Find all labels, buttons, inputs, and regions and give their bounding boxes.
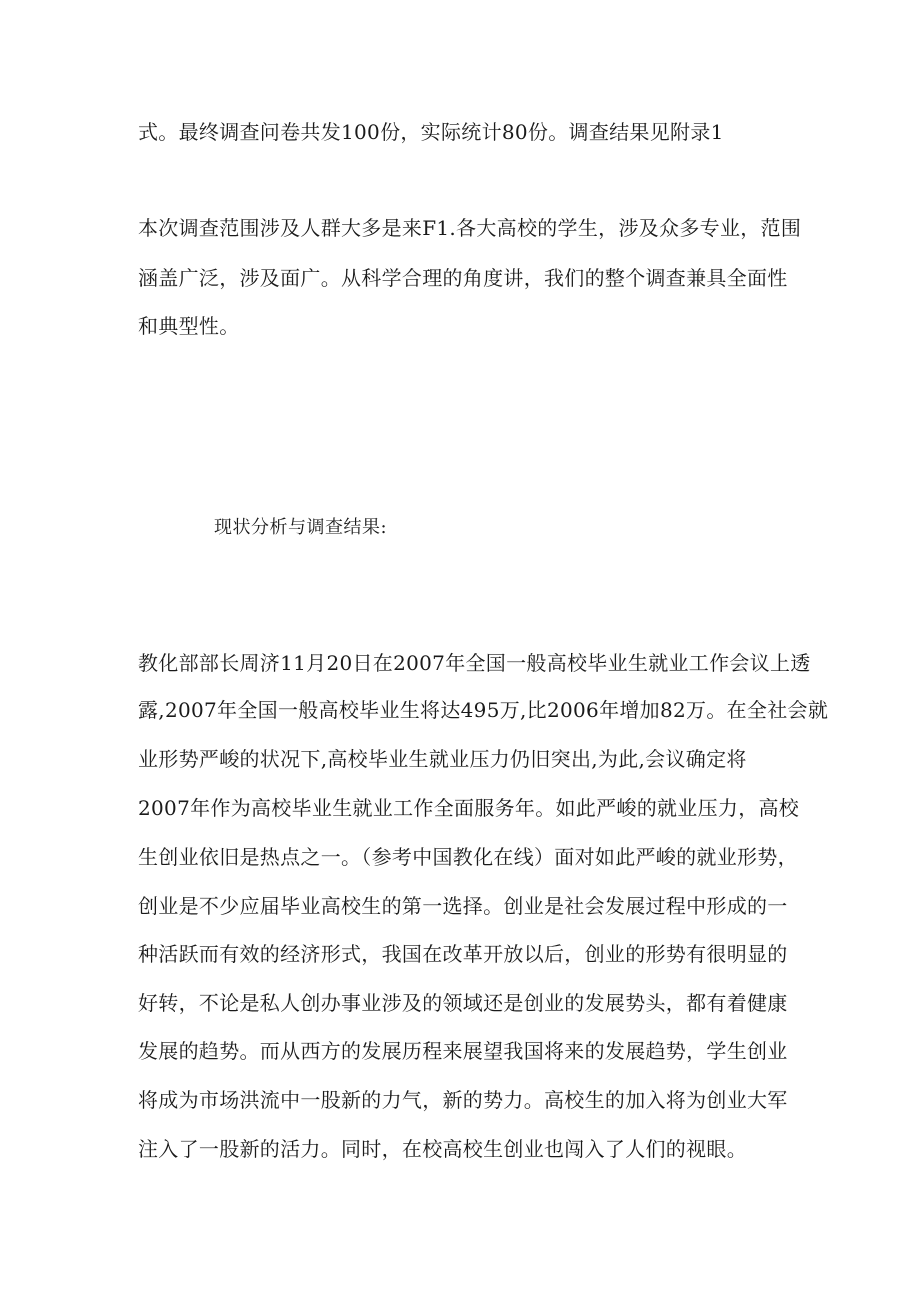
body-line-2: 露,2007年全国一般高校毕业生将达495万,比2006年增加82万。在全社会就 xyxy=(138,698,829,722)
body-line-8: 好转，不论是私人创办事业涉及的领域还是创业的发展势头，都有着健康 xyxy=(138,991,788,1015)
body-line-9: 发展的趋势。而从西方的发展历程来展望我国将来的发展趋势，学生创业 xyxy=(138,1039,788,1063)
body-line-5: 生创业依旧是热点之一。（参考中国教化在线）面对如此严峻的就业形势， xyxy=(138,845,798,869)
body-line-6: 创业是不少应届毕业高校生的第一选择。创业是社会发展过程中形成的一 xyxy=(138,894,788,918)
intro-line-1: 式。最终调查问卷共发100份，实际统计80份。调查结果见附录1 xyxy=(138,120,724,144)
body-line-10: 将成为市场洪流中一股新的力气，新的势力。高校生的加入将为创业大军 xyxy=(138,1088,788,1112)
body-line-1: 教化部部长周济11月20日在2007年全国一般高校毕业生就业工作会议上透 xyxy=(138,651,811,675)
body-line-7: 种活跃而有效的经济形式，我国在改革开放以后，创业的形势有很明显的 xyxy=(138,942,788,966)
scope-line-1: 本次调查范围涉及人群大多是来F1.各大高校的学生，涉及众多专业，范围 xyxy=(138,216,802,240)
body-line-3: 业形势严峻的状况下,高校毕业生就业压力仍旧突出,为此,会议确定将 xyxy=(138,747,747,771)
body-line-4: 2007年作为高校毕业生就业工作全面服务年。如此严峻的就业压力，高校 xyxy=(138,796,800,820)
scope-line-3: 和典型性。 xyxy=(138,314,240,338)
scope-line-2: 涵盖广泛，涉及面广。从科学合理的角度讲，我们的整个调查兼具全面性 xyxy=(138,266,788,290)
body-line-11: 注入了一股新的活力。同时，在校高校生创业也闯入了人们的视眼。 xyxy=(138,1137,747,1161)
section-heading: 现状分析与调查结果: xyxy=(214,517,388,538)
